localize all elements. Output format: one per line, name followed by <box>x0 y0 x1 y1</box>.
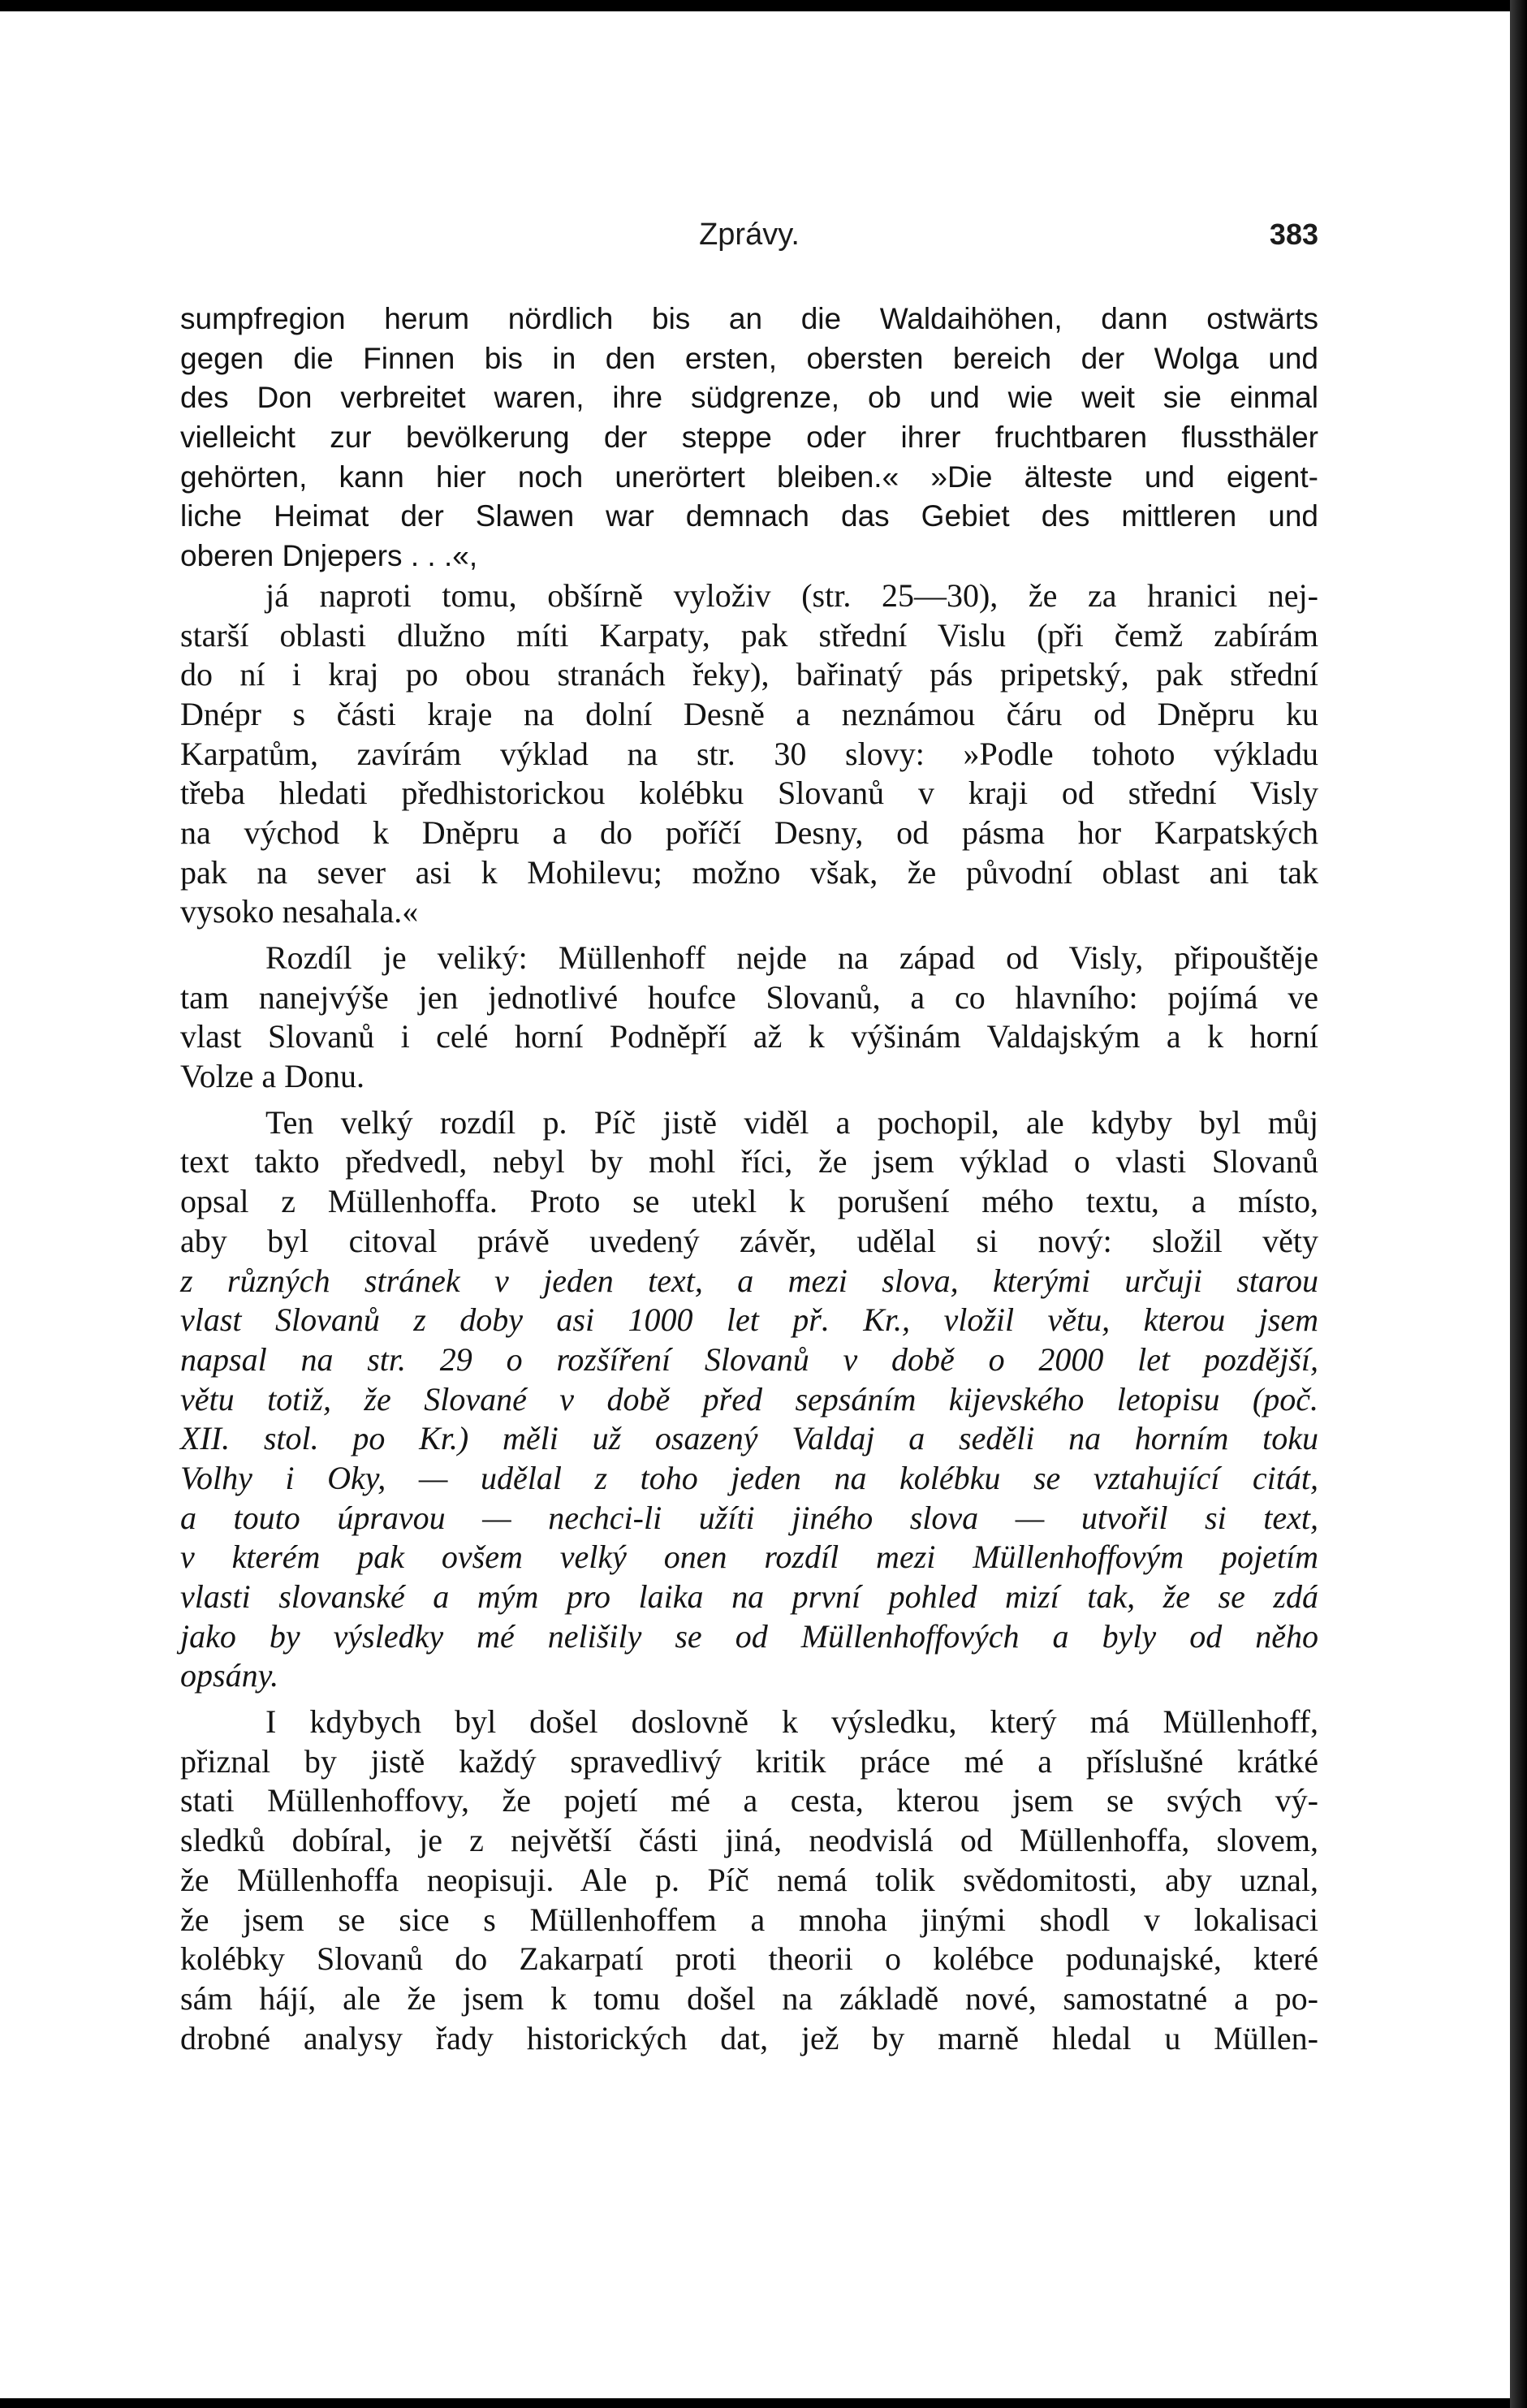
text-line: že jsem se sice s Müllenhoffem a mnoha jinými shodl v lokalisaci <box>180 1901 1318 1938</box>
text-line: Ten velký rozdíl p. Píč jistě viděl a pochopil, ale kdyby byl můj <box>265 1103 1318 1141</box>
document-page <box>0 11 1510 2398</box>
text-line: vysoko nesahala.« <box>180 893 419 930</box>
text-line: Rozdíl je veliký: Müllenhoff nejde na západ od Visly, připouštěje <box>265 939 1318 976</box>
text-line: třeba hledati předhistorickou kolébku Slovanů v kraji od střední Visly <box>180 775 1318 812</box>
text-line: I kdybych byl došel doslovně k výsledku, který má Müllenhoff, <box>265 1703 1318 1741</box>
page-header <box>180 218 1318 263</box>
text-line: sám hájí, ale že jsem k tomu došel na základě nové, samostatné a po- <box>180 1979 1318 2017</box>
paragraph <box>180 576 1318 932</box>
text-line: drobné analysy řady historických dat, jež by marně hledal u Müllen- <box>180 2019 1318 2056</box>
text-line: jako by výsledky mé nelišily se od Müllenhoffových a byly od něho <box>180 1617 1318 1655</box>
text-line: opsány. <box>180 1657 279 1694</box>
text-line: tam nanejvýše jen jednotlivé houfce Slovanů, a co hlavního: pojímá ve <box>180 978 1318 1016</box>
text-line: vlasti slovanské a mým pro laika na první pohled mizí tak, že se zdá <box>180 1578 1318 1615</box>
text-line: oberen Dnjepers . . .«, <box>180 539 478 573</box>
text-line: a touto úpravou — nechci-li užíti jiného slova — utvořil si text, <box>180 1499 1318 1536</box>
text-line: sumpfregion herum nördlich bis an die Waldaihöhen, dann ostwärts <box>180 302 1318 335</box>
text-line: do ní i kraj po obou stranách řeky), bařinatý pás pripetský, pak střední <box>180 656 1318 693</box>
text-line: větu totiž, že Slované v době před sepsáním kijevského letopisu (poč. <box>180 1380 1318 1418</box>
text-line: starší oblasti dlužno míti Karpaty, pak střední Vislu (při čemž zabírám <box>180 616 1318 654</box>
text-line: Dnépr s části kraje na dolní Desně a neznámou čáru od Dněpru ku <box>180 695 1318 732</box>
text-line: vlast Slovanů i celé horní Podněpří až k výšinám Valdajským a k horní <box>180 1018 1318 1055</box>
paragraph-german-quote <box>180 300 1318 576</box>
text-line: stati Müllenhoffovy, že pojetí mé a cesta, kterou jsem se svých vý- <box>180 1782 1318 1819</box>
text-line: kolébky Slovanů do Zakarpatí proti theorii o kolébce podunajské, které <box>180 1940 1318 1978</box>
text-line: XII. stol. po Kr.) měli už osazený Valdaj a seděli na horním toku <box>180 1420 1318 1457</box>
body-text <box>180 300 1318 2058</box>
text-line: sledků dobíral, je z největší části jiná, neodvislá od Müllenhoffa, slovem, <box>180 1822 1318 1859</box>
text-line: opsal z Müllenhoffa. Proto se utekl k porušení mého textu, a místo, <box>180 1183 1318 1220</box>
text-line: liche Heimat der Slawen war demnach das Gebiet des mittleren und <box>180 499 1318 533</box>
text-line: vielleicht zur bevölkerung der steppe oder ihrer fruchtbaren flussthäler <box>180 421 1318 455</box>
text-line: Volze a Donu. <box>180 1058 364 1095</box>
text-line: pak na sever asi k Mohilevu; možno však, že původní oblast ani tak <box>180 853 1318 891</box>
paragraph <box>180 939 1318 1097</box>
paragraph <box>180 1103 1318 1696</box>
text-line: že Müllenhoffa neopisuji. Ale p. Píč nemá tolik svědomitosti, aby uznal, <box>180 1861 1318 1898</box>
text-line: v kterém pak ovšem velký onen rozdíl mezi Müllenhoffovým pojetím <box>180 1538 1318 1576</box>
text-line: gegen die Finnen bis in den ersten, obersten bereich der Wolga und <box>180 341 1318 375</box>
text-line: na východ k Dněpru a do poříčí Desny, od pásma hor Karpatských <box>180 813 1318 851</box>
scan-edge <box>1510 0 1527 2408</box>
text-line: já naproti tomu, obšírně vyloživ (str. 25—30), že za hranici nej- <box>265 576 1318 614</box>
text-line: napsal na str. 29 o rozšíření Slovanů v době o 2000 let pozdější, <box>180 1340 1318 1378</box>
page-number: 383 <box>1269 218 1318 251</box>
running-title: Zprávy. <box>699 218 800 252</box>
text-line: des Don verbreitet waren, ihre südgrenze, ob und wie weit sie einmal <box>180 381 1318 415</box>
text-line: přiznal by jistě každý spravedlivý kritik práce mé a příslušné krátké <box>180 1742 1318 1780</box>
paragraph <box>180 1702 1318 2058</box>
text-line: vlast Slovanů z doby asi 1000 let př. Kr., vložil větu, kterou jsem <box>180 1301 1318 1339</box>
text-line: gehörten, kann hier noch unerörtert bleiben.« »Die älteste und eigent- <box>180 460 1318 494</box>
text-line: z různých stránek v jeden text, a mezi slova, kterými určuji starou <box>180 1262 1318 1299</box>
text-line: Volhy i Oky, — udělal z toho jeden na kolébku se vztahující citát, <box>180 1459 1318 1496</box>
text-line: text takto předvedl, nebyl by mohl říci, že jsem výklad o vlasti Slovanů <box>180 1143 1318 1180</box>
text-line: Karpatům, zavírám výklad na str. 30 slovy: »Podle tohoto výkladu <box>180 735 1318 772</box>
text-line: aby byl citoval právě uvedený závěr, udělal si nový: složil věty <box>180 1222 1318 1259</box>
